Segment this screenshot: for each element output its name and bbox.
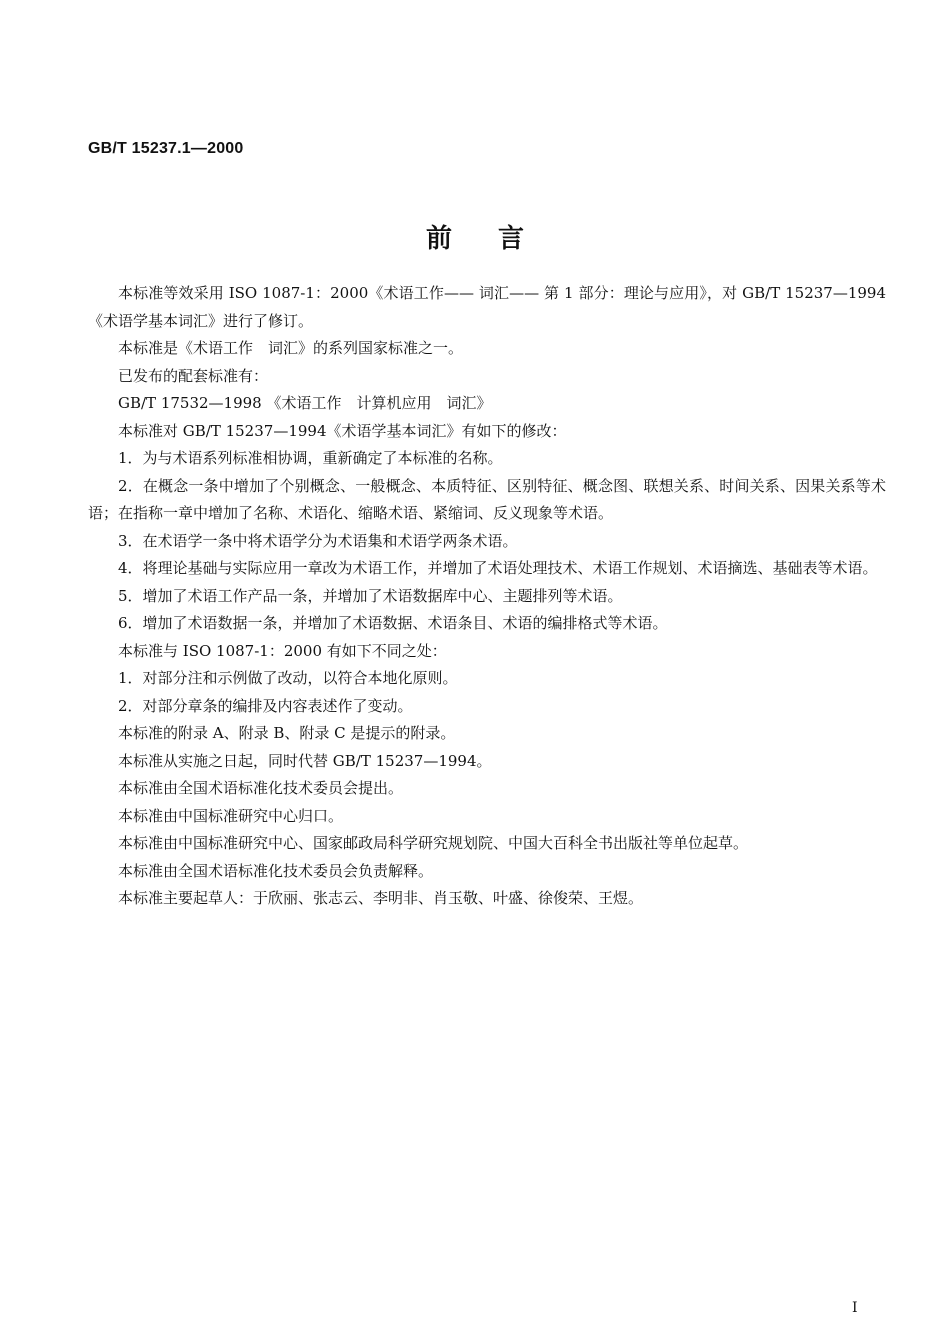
page-title: 前言 <box>425 224 570 254</box>
list-item: 1．对部分注和示例做了改动，以符合本地化原则。 <box>118 669 458 687</box>
paragraph: 本标准由中国标准研究中心、国家邮政局科学研究规划院、中国大百科全书出版社等单位起草。 <box>118 834 749 852</box>
paragraph: 本标准与 ISO 1087-1：2000 有如下不同之处： <box>118 641 447 660</box>
page-number: I <box>852 1300 858 1316</box>
list-item: 2．在概念一条中增加了个别概念、一般概念、本质特征、区别特征、概念图、联想关系、时间关系、因果关系等术语；在指称一章中增加了名称、术语化、缩略术语、紧缩词、反义现象等术语。 <box>88 476 886 522</box>
list-item: 6．增加了术语数据一条，并增加了术语数据、术语条目、术语的编排格式等术语。 <box>118 614 668 632</box>
paragraph: 本标准由中国标准研究中心归口。 <box>118 806 344 825</box>
list-item: 4．将理论基础与实际应用一章改为术语工作，并增加了术语处理技术、术语工作规划、术语摘选、基础表等术语。 <box>118 559 878 577</box>
paragraph: 本标准主要起草人：于欣丽、张志云、李明非、肖玉敬、叶盛、徐俊荣、王煜。 <box>118 889 644 907</box>
paragraph: 本标准的附录 A、附录 B、附录 C 是提示的附录。 <box>118 724 456 742</box>
list-item: 2．对部分章条的编排及内容表述作了变动。 <box>118 696 413 715</box>
paragraph: GB/T 17532—1998 《术语工作 计算机应用 词汇》 <box>118 394 492 412</box>
paragraph: 本标准由全国术语标准化技术委员会提出。 <box>118 779 404 797</box>
paragraph: 已发布的配套标准有： <box>118 366 269 385</box>
document-id: GB/T 15237.1—2000 <box>88 140 244 157</box>
document-body <box>88 280 886 913</box>
paragraph: 本标准由全国术语标准化技术委员会负责解释。 <box>118 861 434 880</box>
paragraph: 本标准是《术语工作 词汇》的系列国家标准之一。 <box>118 339 464 357</box>
paragraph: 本标准等效采用 ISO 1087-1：2000《术语工作—— 词汇—— 第 1 部分：理论与应用》，对 GB/T 15237—1994《术语学基本词汇》进行了修订。 <box>88 284 886 330</box>
paragraph: 本标准对 GB/T 15237—1994《术语学基本词汇》有如下的修改： <box>118 421 567 440</box>
list-item: 3．在术语学一条中将术语学分为术语集和术语学两条术语。 <box>118 531 518 550</box>
list-item: 1．为与术语系列标准相协调，重新确定了本标准的名称。 <box>118 449 503 467</box>
list-item: 5．增加了术语工作产品一条，并增加了术语数据库中心、主题排列等术语。 <box>118 586 623 605</box>
paragraph: 本标准从实施之日起，同时代替 GB/T 15237—1994。 <box>118 751 492 770</box>
